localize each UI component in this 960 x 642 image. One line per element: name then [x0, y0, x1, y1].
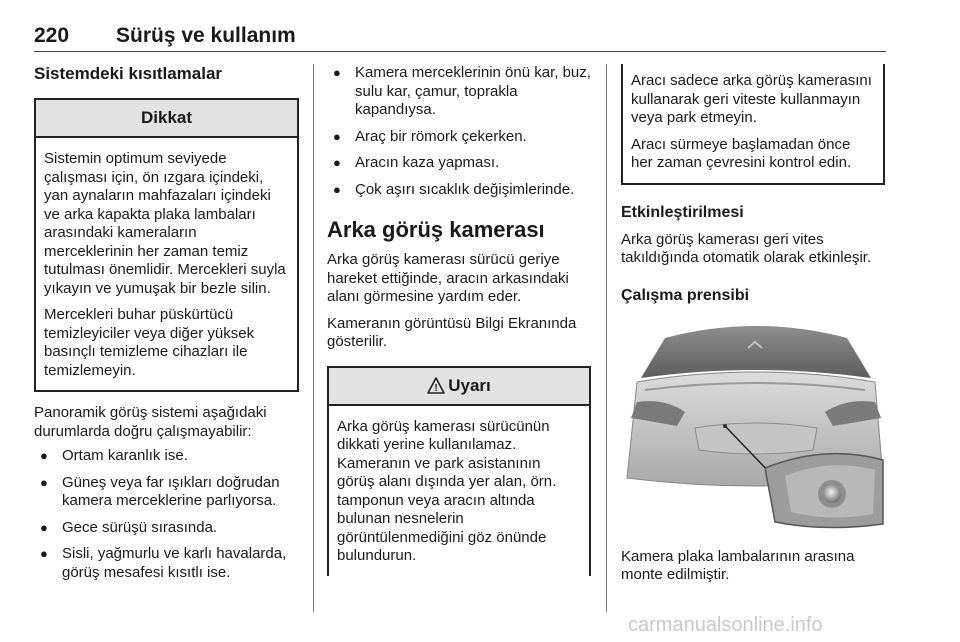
- bullet-icon: ●: [40, 546, 48, 561]
- warning-text: Arka görüş kamerası sürücünün dikkati yerine kullanılamaz. Kameranın ve park asistanının görüş alanı dışında yer alan, örn. tamponun veya aracın altında bulunan nesnelerin görüntülenmediğini göz önünde bulundurun.: [337, 417, 557, 564]
- bullet-icon: ●: [333, 128, 341, 144]
- bullet-icon: ●: [40, 519, 48, 535]
- body-paragraph: Arka görüş kamerası geri vites takıldığında otomatik olarak etkinleşir.: [621, 230, 872, 266]
- warning-triangle-icon: [427, 377, 445, 394]
- body-paragraph: Arka görüş kamerası sürücü geriye hareket ettiğinde, aracın arkasındaki alanı görmesine yardım eder.: [327, 251, 569, 305]
- list-item: [34, 474, 299, 511]
- bullet-icon: ●: [40, 474, 48, 490]
- notice-box: [34, 98, 299, 392]
- list-item-text: Güneş veya far ışıkları doğrudan kamera merceklerine parlıyorsa.: [62, 473, 280, 509]
- list-item: [34, 519, 299, 538]
- list-item-text: Aracın kaza yapması.: [355, 154, 500, 171]
- bullet-icon: ●: [40, 448, 48, 463]
- page-header-title: Sürüş ve kullanım: [116, 24, 296, 47]
- column-divider: [606, 64, 607, 612]
- bullet-icon: ●: [333, 181, 341, 197]
- list-item: [327, 128, 591, 147]
- watermark: carmanualsonline.info: [628, 614, 823, 636]
- list-item-text: Kamera merceklerinin önü kar, buz, sulu kar, çamur, toprakla kapandıysa.: [355, 64, 591, 118]
- notice-title: Dikkat: [36, 100, 297, 138]
- bullet-icon: ●: [333, 155, 341, 170]
- subsection-heading: Etkinleştirilmesi: [621, 203, 744, 221]
- svg-text:!: !: [434, 383, 438, 394]
- section-heading: Arka görüş kamerası: [327, 217, 545, 242]
- figure-caption: Kamera plaka lambalarının arasına monte edilmiştir.: [621, 547, 855, 583]
- list-item: [327, 64, 591, 120]
- list-item-text: Araç bir römork çekerken.: [355, 127, 527, 145]
- list-item: [327, 154, 591, 173]
- page-number: 220: [34, 24, 70, 47]
- column-3: [621, 64, 885, 585]
- column-2: [327, 64, 591, 576]
- warning-box-continued: [621, 64, 885, 185]
- rear-camera-illustration: [625, 318, 885, 532]
- list-item: [34, 545, 299, 582]
- subsection-heading: Çalışma prensibi: [621, 286, 750, 304]
- header-rule: [34, 51, 886, 52]
- limitations-intro: Panoramik görüş sistemi aşağıdaki durumlarda doğru çalışmayabilir:: [34, 404, 267, 440]
- warning-text: Aracı sürmeye başlamadan önce her zaman çevresini kontrol edin.: [631, 135, 852, 171]
- list-item: [327, 181, 591, 200]
- list-item-text: Gece sürüşü sırasında.: [62, 518, 218, 536]
- list-item-text: Çok aşırı sıcaklık değişimlerinde.: [355, 180, 575, 198]
- list-item-text: Sisli, yağmurlu ve karlı havalarda, görüş mesafesi kısıtlı ise.: [62, 545, 287, 581]
- warning-header: [329, 368, 589, 406]
- notice-paragraph: Sistemin optimum seviyede çalışması için, ön ızgara içindeki, yan aynaların mahfazaları içindeki ve arka kapakta plaka lambaları arasındaki kameraların merceklerinin her zaman temiz tutulması önemlidir. Mercekleri suyla yıkayın ve yumuşak bir bezle silin.: [44, 150, 286, 297]
- warning-text: Aracı sadece arka görüş kamerasını kullanarak geri viteste kullanmayın veya park etmeyin.: [631, 72, 872, 126]
- body-paragraph: Kameranın görüntüsü Bilgi Ekranında gösterilir.: [327, 314, 577, 350]
- column-divider: [313, 64, 314, 612]
- limitations-list: [34, 447, 299, 582]
- warning-box: [327, 366, 591, 576]
- limitations-list-continued: [327, 64, 591, 199]
- notice-paragraph: Mercekleri buhar püskürtücü temizleyiciler veya diğer yüksek basınçlı temizleme cihazları ile temizlemeyin.: [44, 306, 255, 379]
- list-item: [34, 447, 299, 466]
- bullet-icon: ●: [333, 65, 341, 80]
- section-title: Sistemdeki kısıtlamalar: [34, 64, 223, 83]
- list-item-text: Ortam karanlık ise.: [62, 447, 188, 464]
- warning-title: Uyarı: [448, 375, 491, 395]
- column-1: [34, 64, 299, 590]
